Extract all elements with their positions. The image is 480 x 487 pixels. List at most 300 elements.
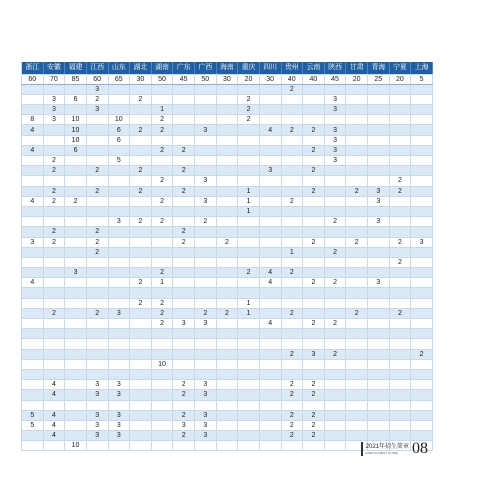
- quota-cell: [173, 288, 195, 298]
- quota-cell: [130, 308, 152, 318]
- quota-cell: [259, 257, 281, 267]
- quota-cell: [86, 156, 108, 166]
- quota-cell: 2: [303, 410, 325, 420]
- quota-cell: [238, 420, 260, 430]
- province-header-cell: 广西: [195, 62, 217, 74]
- quota-cell: [22, 227, 44, 237]
- quota-cell: 2: [389, 257, 411, 267]
- quota-cell: [86, 135, 108, 145]
- quota-cell: 2: [173, 237, 195, 247]
- quota-cell: [346, 176, 368, 186]
- quota-cell: [259, 227, 281, 237]
- quota-table-body: [22, 84, 433, 451]
- quota-cell: [151, 369, 173, 379]
- quota-cell: [216, 431, 238, 441]
- quota-cell: [411, 278, 433, 288]
- quota-cell: 3: [195, 176, 217, 186]
- quota-cell: 3: [86, 410, 108, 420]
- quota-cell: [389, 288, 411, 298]
- quota-cell: [368, 156, 390, 166]
- quota-cell: 2: [303, 237, 325, 247]
- quota-cell: 2: [281, 125, 303, 135]
- quota-cell: [22, 390, 44, 400]
- quota-cell: [151, 339, 173, 349]
- quota-cell: [346, 156, 368, 166]
- quota-cell: [130, 319, 152, 329]
- quota-cell: [324, 176, 346, 186]
- quota-cell: 3: [108, 420, 130, 430]
- quota-cell: [151, 410, 173, 420]
- quota-cell: [368, 369, 390, 379]
- quota-cell: [346, 217, 368, 227]
- quota-cell: [65, 420, 87, 430]
- quota-cell: [281, 166, 303, 176]
- quota-cell: [389, 380, 411, 390]
- province-total-cell: 70: [43, 74, 65, 84]
- table-row: [22, 206, 433, 216]
- quota-cell: [216, 125, 238, 135]
- table-row: [22, 247, 433, 257]
- quota-cell: [108, 319, 130, 329]
- quota-cell: [216, 217, 238, 227]
- quota-cell: [22, 349, 44, 359]
- quota-cell: [411, 298, 433, 308]
- quota-cell: [346, 380, 368, 390]
- quota-cell: 4: [259, 125, 281, 135]
- table-row: [22, 349, 433, 359]
- quota-cell: [43, 298, 65, 308]
- quota-cell: [216, 186, 238, 196]
- quota-cell: [173, 339, 195, 349]
- quota-cell: 3: [86, 84, 108, 94]
- quota-cell: [130, 288, 152, 298]
- quota-cell: [303, 105, 325, 115]
- quota-cell: [130, 380, 152, 390]
- quota-cell: [195, 206, 217, 216]
- quota-cell: [346, 288, 368, 298]
- quota-cell: [281, 217, 303, 227]
- quota-cell: 2: [130, 278, 152, 288]
- quota-cell: 2: [130, 94, 152, 104]
- quota-cell: 2: [65, 196, 87, 206]
- quota-cell: 2: [389, 308, 411, 318]
- quota-cell: [368, 390, 390, 400]
- quota-cell: [303, 268, 325, 278]
- quota-cell: [411, 369, 433, 379]
- quota-cell: 1: [238, 298, 260, 308]
- quota-cell: [216, 380, 238, 390]
- quota-cell: 2: [238, 115, 260, 125]
- quota-cell: [324, 400, 346, 410]
- quota-cell: 2: [303, 319, 325, 329]
- quota-cell: 10: [65, 441, 87, 451]
- quota-cell: [389, 84, 411, 94]
- quota-cell: [173, 94, 195, 104]
- footer-label-block: [366, 444, 409, 455]
- quota-cell: [346, 196, 368, 206]
- quota-cell: [43, 329, 65, 339]
- quota-cell: [216, 135, 238, 145]
- quota-cell: 2: [281, 196, 303, 206]
- quota-cell: 2: [173, 166, 195, 176]
- quota-cell: [346, 410, 368, 420]
- quota-cell: 2: [151, 125, 173, 135]
- quota-cell: 2: [303, 166, 325, 176]
- quota-cell: [65, 298, 87, 308]
- quota-cell: [216, 227, 238, 237]
- quota-cell: 2: [389, 176, 411, 186]
- quota-cell: [216, 247, 238, 257]
- quota-cell: [324, 115, 346, 125]
- quota-cell: [43, 359, 65, 369]
- quota-cell: [368, 268, 390, 278]
- quota-cell: 3: [195, 410, 217, 420]
- table-row: [22, 145, 433, 155]
- quota-cell: [281, 369, 303, 379]
- quota-cell: [324, 237, 346, 247]
- quota-cell: [86, 196, 108, 206]
- quota-cell: [151, 84, 173, 94]
- quota-cell: [259, 206, 281, 216]
- quota-cell: 4: [259, 268, 281, 278]
- quota-cell: [151, 94, 173, 104]
- quota-cell: [411, 196, 433, 206]
- quota-cell: [151, 206, 173, 216]
- province-total-cell: 5: [411, 74, 433, 84]
- quota-cell: [195, 135, 217, 145]
- quota-cell: [238, 349, 260, 359]
- quota-cell: [238, 390, 260, 400]
- quota-cell: [303, 298, 325, 308]
- quota-cell: 3: [86, 390, 108, 400]
- quota-cell: 2: [303, 390, 325, 400]
- table-row: [22, 400, 433, 410]
- quota-cell: [43, 125, 65, 135]
- quota-cell: [303, 115, 325, 125]
- quota-cell: 2: [151, 217, 173, 227]
- province-total-cell: 20: [389, 74, 411, 84]
- quota-cell: 2: [238, 268, 260, 278]
- quota-cell: [22, 206, 44, 216]
- quota-cell: [86, 176, 108, 186]
- quota-cell: [346, 278, 368, 288]
- quota-cell: 8: [22, 115, 44, 125]
- quota-cell: [43, 217, 65, 227]
- quota-cell: [130, 115, 152, 125]
- quota-cell: [43, 288, 65, 298]
- table-row: [22, 420, 433, 430]
- quota-cell: [130, 410, 152, 420]
- quota-cell: [411, 257, 433, 267]
- quota-cell: 2: [173, 431, 195, 441]
- quota-cell: [389, 369, 411, 379]
- quota-cell: [43, 339, 65, 349]
- quota-cell: 3: [368, 217, 390, 227]
- quota-cell: [238, 257, 260, 267]
- quota-cell: [173, 196, 195, 206]
- quota-cell: [173, 125, 195, 135]
- quota-cell: [324, 227, 346, 237]
- quota-cell: [216, 278, 238, 288]
- quota-cell: [130, 206, 152, 216]
- quota-cell: [108, 359, 130, 369]
- quota-cell: [389, 339, 411, 349]
- quota-cell: 4: [22, 125, 44, 135]
- table-row: [22, 380, 433, 390]
- quota-cell: [65, 329, 87, 339]
- quota-cell: 3: [43, 115, 65, 125]
- quota-cell: [195, 156, 217, 166]
- quota-cell: [389, 420, 411, 430]
- quota-cell: 2: [346, 308, 368, 318]
- quota-cell: [238, 84, 260, 94]
- quota-cell: 3: [368, 196, 390, 206]
- quota-cell: [195, 329, 217, 339]
- quota-cell: 2: [281, 349, 303, 359]
- quota-cell: 2: [173, 410, 195, 420]
- quota-cell: [151, 390, 173, 400]
- quota-cell: [216, 176, 238, 186]
- province-total-cell: 20: [238, 74, 260, 84]
- quota-cell: [173, 329, 195, 339]
- quota-cell: [108, 105, 130, 115]
- quota-cell: [43, 145, 65, 155]
- quota-cell: [411, 339, 433, 349]
- quota-cell: 2: [303, 380, 325, 390]
- quota-cell: [65, 288, 87, 298]
- quota-cell: [303, 441, 325, 451]
- quota-cell: [259, 369, 281, 379]
- table-row: [22, 217, 433, 227]
- quota-cell: [130, 156, 152, 166]
- quota-cell: [346, 339, 368, 349]
- quota-cell: [22, 308, 44, 318]
- quota-cell: 4: [43, 410, 65, 420]
- quota-cell: 3: [195, 420, 217, 430]
- quota-cell: [238, 217, 260, 227]
- province-total-cell: 40: [303, 74, 325, 84]
- quota-cell: 4: [22, 145, 44, 155]
- quota-cell: 10: [108, 115, 130, 125]
- quota-cell: [22, 176, 44, 186]
- quota-cell: [238, 400, 260, 410]
- quota-cell: [151, 237, 173, 247]
- quota-cell: [195, 166, 217, 176]
- quota-cell: [65, 380, 87, 390]
- quota-cell: 2: [86, 308, 108, 318]
- quota-cell: [259, 308, 281, 318]
- page-footer: [361, 440, 428, 458]
- quota-cell: 2: [173, 227, 195, 237]
- quota-cell: [324, 441, 346, 451]
- quota-cell: 3: [173, 420, 195, 430]
- quota-cell: 3: [108, 217, 130, 227]
- quota-cell: [86, 298, 108, 308]
- quota-cell: [324, 359, 346, 369]
- quota-cell: [173, 206, 195, 216]
- province-total-cell: 45: [173, 74, 195, 84]
- quota-cell: [173, 369, 195, 379]
- quota-cell: [259, 135, 281, 145]
- quota-cell: [411, 94, 433, 104]
- table-row: [22, 308, 433, 318]
- quota-cell: [324, 308, 346, 318]
- quota-cell: [346, 84, 368, 94]
- quota-cell: [238, 278, 260, 288]
- quota-cell: [389, 359, 411, 369]
- quota-cell: 2: [324, 349, 346, 359]
- table-row: [22, 186, 433, 196]
- quota-cell: [151, 247, 173, 257]
- province-total-cell: 45: [324, 74, 346, 84]
- quota-cell: [368, 166, 390, 176]
- quota-cell: [411, 410, 433, 420]
- quota-cell: [22, 298, 44, 308]
- quota-cell: [324, 84, 346, 94]
- quota-cell: [346, 349, 368, 359]
- quota-cell: [108, 298, 130, 308]
- quota-cell: [43, 268, 65, 278]
- quota-cell: [86, 257, 108, 267]
- quota-cell: [368, 115, 390, 125]
- quota-cell: 2: [43, 196, 65, 206]
- quota-cell: 3: [195, 196, 217, 206]
- quota-cell: [130, 196, 152, 206]
- quota-cell: 2: [303, 431, 325, 441]
- quota-cell: [108, 206, 130, 216]
- quota-cell: 3: [324, 94, 346, 104]
- quota-cell: [346, 369, 368, 379]
- quota-cell: [173, 115, 195, 125]
- quota-cell: 2: [281, 410, 303, 420]
- quota-cell: [303, 288, 325, 298]
- quota-cell: [22, 329, 44, 339]
- quota-cell: 2: [151, 176, 173, 186]
- quota-cell: [238, 410, 260, 420]
- province-header-cell: 江西: [86, 62, 108, 74]
- quota-cell: 3: [324, 105, 346, 115]
- quota-cell: [238, 125, 260, 135]
- quota-cell: [151, 329, 173, 339]
- quota-cell: 3: [195, 380, 217, 390]
- quota-cell: [86, 217, 108, 227]
- quota-cell: [22, 359, 44, 369]
- quota-cell: [259, 339, 281, 349]
- quota-cell: [108, 441, 130, 451]
- quota-cell: [238, 369, 260, 379]
- quota-cell: [65, 84, 87, 94]
- table-row: [22, 298, 433, 308]
- quota-cell: [368, 176, 390, 186]
- table-row: [22, 125, 433, 135]
- quota-cell: 2: [43, 308, 65, 318]
- quota-cell: [86, 206, 108, 216]
- province-total-cell: 20: [346, 74, 368, 84]
- quota-cell: [86, 319, 108, 329]
- quota-cell: [389, 125, 411, 135]
- quota-cell: [22, 166, 44, 176]
- province-total-cell: 50: [195, 74, 217, 84]
- quota-cell: [411, 176, 433, 186]
- enrollment-quota-table: [21, 62, 433, 451]
- quota-cell: [173, 156, 195, 166]
- quota-cell: [216, 339, 238, 349]
- quota-cell: [303, 369, 325, 379]
- quota-cell: 2: [195, 217, 217, 227]
- quota-cell: [22, 186, 44, 196]
- quota-cell: [216, 206, 238, 216]
- quota-cell: [22, 400, 44, 410]
- quota-cell: [130, 227, 152, 237]
- quota-cell: [108, 278, 130, 288]
- quota-cell: [346, 125, 368, 135]
- province-header-cell: 海南: [216, 62, 238, 74]
- quota-cell: [389, 349, 411, 359]
- quota-cell: [368, 288, 390, 298]
- quota-cell: [281, 145, 303, 155]
- quota-cell: 2: [130, 217, 152, 227]
- quota-cell: 2: [151, 319, 173, 329]
- quota-cell: [216, 349, 238, 359]
- quota-cell: [195, 237, 217, 247]
- province-header-cell: 陕西: [324, 62, 346, 74]
- quota-cell: [195, 257, 217, 267]
- quota-cell: [238, 176, 260, 186]
- quota-cell: [108, 257, 130, 267]
- quota-cell: [216, 359, 238, 369]
- quota-cell: 3: [86, 380, 108, 390]
- quota-cell: [346, 166, 368, 176]
- quota-cell: 2: [151, 145, 173, 155]
- quota-cell: [281, 176, 303, 186]
- quota-cell: [108, 186, 130, 196]
- quota-cell: 2: [324, 319, 346, 329]
- quota-cell: [346, 420, 368, 430]
- quota-cell: [281, 339, 303, 349]
- quota-cell: 2: [86, 166, 108, 176]
- quota-cell: [281, 115, 303, 125]
- quota-cell: [216, 268, 238, 278]
- quota-cell: [65, 237, 87, 247]
- quota-cell: [324, 390, 346, 400]
- quota-cell: [22, 94, 44, 104]
- quota-cell: [65, 257, 87, 267]
- quota-cell: [65, 217, 87, 227]
- quota-cell: [259, 329, 281, 339]
- quota-cell: [195, 369, 217, 379]
- quota-cell: [22, 380, 44, 390]
- quota-cell: [238, 156, 260, 166]
- quota-cell: [303, 308, 325, 318]
- quota-cell: [368, 237, 390, 247]
- quota-cell: [65, 369, 87, 379]
- quota-cell: 6: [108, 125, 130, 135]
- quota-cell: [346, 105, 368, 115]
- table-row: [22, 257, 433, 267]
- quota-cell: [43, 206, 65, 216]
- quota-cell: [43, 247, 65, 257]
- quota-cell: [259, 217, 281, 227]
- quota-cell: [195, 349, 217, 359]
- quota-cell: [259, 156, 281, 166]
- quota-cell: [216, 400, 238, 410]
- province-header-cell: 山东: [108, 62, 130, 74]
- quota-cell: [130, 135, 152, 145]
- quota-cell: 3: [108, 308, 130, 318]
- quota-cell: 3: [86, 431, 108, 441]
- quota-cell: [22, 441, 44, 451]
- quota-cell: [216, 115, 238, 125]
